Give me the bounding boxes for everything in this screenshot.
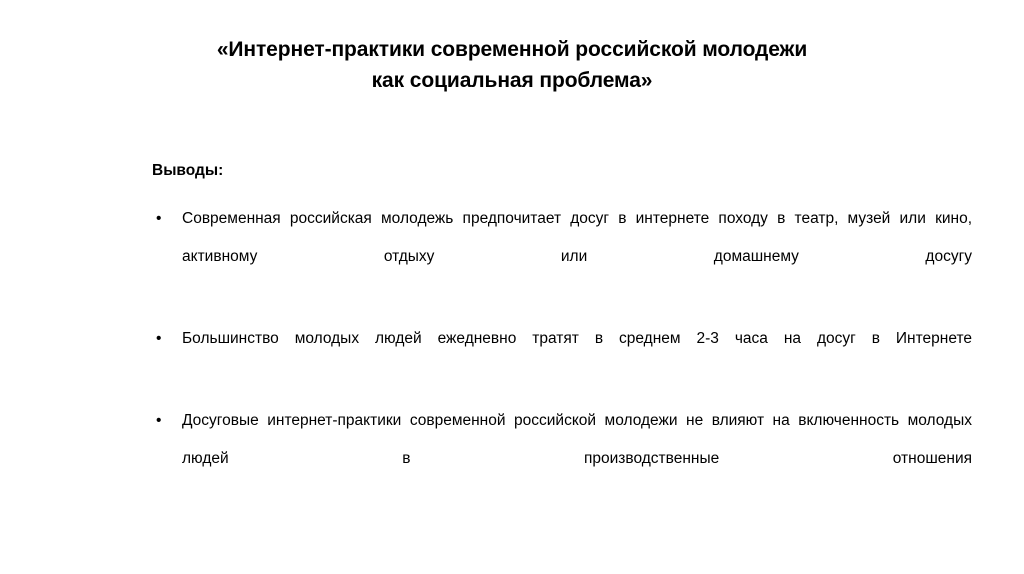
bullet-icon: • [156,412,162,429]
list-item-text: Современная российская молодежь предпочитает досуг в интернете походу в театр, музей или кино, активному отдыху или домашнему досугу [182,210,972,265]
slide-title [112,34,912,96]
conclusions-list [152,200,972,516]
slide-body [152,160,972,522]
title-line-2: как социальная проблема» [371,69,653,92]
list-item [152,200,972,314]
bullet-icon: • [156,210,162,227]
list-item-text: Досуговые интернет-практики современной российской молодежи не влияют на включенность молодых людей в производственные отношения [182,412,972,467]
section-heading: Выводы: [152,162,224,179]
list-item [152,402,972,516]
list-item-text: Большинство молодых людей ежедневно тратят в среднем 2-3 часа на досуг в Интернете [182,330,972,347]
list-item [152,320,972,396]
bullet-icon: • [156,330,162,347]
title-line-1: «Интернет-практики современной российской молодежи [216,38,808,61]
